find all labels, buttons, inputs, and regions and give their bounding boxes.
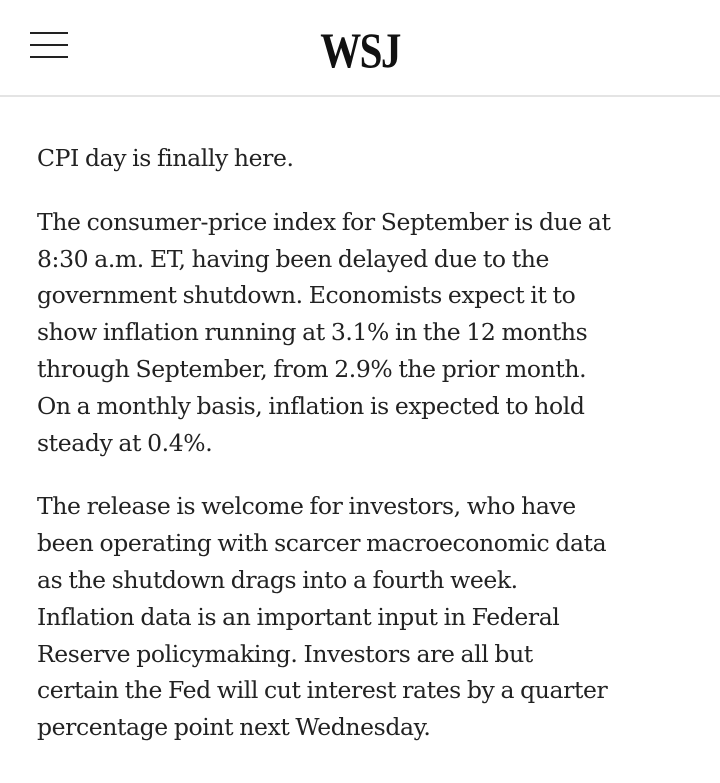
site-header — [0, 0, 720, 97]
wsj-logo[interactable]: WSJ — [320, 22, 400, 78]
menu-line-bottom — [30, 56, 68, 58]
text-line: On a monthly basis, inflation is expected to hold — [37, 391, 585, 420]
article-body — [37, 140, 697, 773]
article-paragraph-1 — [37, 140, 697, 177]
text-line: Reserve policymaking. Investors are all but — [37, 639, 533, 668]
article-paragraph-3 — [37, 488, 697, 746]
text-line: Inflation data is an important input in Federal — [37, 602, 560, 631]
text-line: CPI day is finally here. — [37, 144, 294, 172]
text-line: certain the Fed will cut interest rates by a quarter — [37, 676, 608, 705]
text-line: The consumer-price index for September is due at — [37, 207, 611, 236]
text-line: government shutdown. Economists expect it to — [37, 281, 576, 310]
text-line: percentage point next Wednesday. — [37, 713, 431, 742]
text-line: show inflation running at 3.1% in the 12 months — [37, 318, 588, 347]
menu-line-top — [30, 32, 68, 34]
text-line: The release is welcome for investors, who have — [37, 492, 576, 521]
text-line: steady at 0.4%. — [37, 428, 213, 457]
text-line: been operating with scarcer macroeconomic data — [37, 529, 607, 558]
text-line: as the shutdown drags into a fourth week. — [37, 565, 518, 594]
article-paragraph-2 — [37, 204, 697, 462]
menu-line-middle — [30, 44, 68, 46]
text-line: 8:30 a.m. ET, having been delayed due to the — [37, 244, 549, 273]
text-line: through September, from 2.9% the prior month. — [37, 354, 587, 383]
